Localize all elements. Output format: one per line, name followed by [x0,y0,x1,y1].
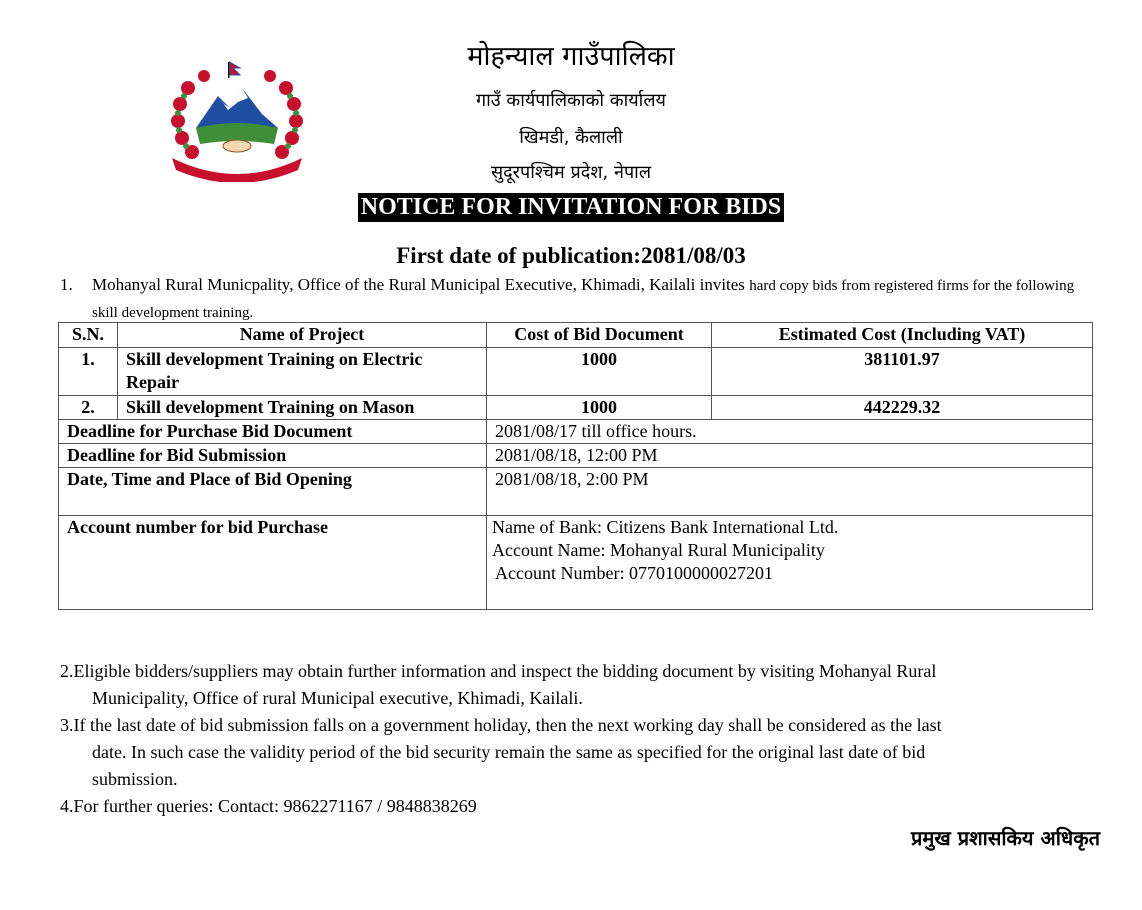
table-header-row [59,323,1093,348]
paragraph-3 [60,712,1100,793]
header-project: Name of Project [118,323,487,348]
account-name: Account Name: Mohanyal Rural Municipality [492,540,825,560]
paragraph-2 [60,658,1100,712]
publication-date: First date of publication:2081/08/03 [396,243,746,268]
municipality-name: मोहन्याल गाउँपालिका [467,41,675,72]
row-project: Skill development Training on Electric Repair [118,348,487,396]
bank-name: Name of Bank: Citizens Bank International Ltd. [492,517,839,537]
row-sn: 2. [59,396,118,420]
account-details [487,516,1093,610]
row-cost: 1000 [487,396,712,420]
office-name: गाउँ कार्यपालिकाको कार्यालय [476,90,666,111]
paragraph-text: date. In such case the validity period of the bid security remain the same as specified for the original last date of bid [92,742,926,762]
row-project: Skill development Training on Mason [118,396,487,420]
bid-table [58,322,1093,610]
detail-row [59,444,1093,468]
account-label: Account number for bid Purchase [59,516,487,610]
row-sn: 1. [59,348,118,396]
detail-label: Date, Time and Place of Bid Opening [59,468,487,516]
paragraph-text: Mohanyal Rural Municpality, Office of the Rural Municipal Executive, Khimadi, Kailali invites [92,275,745,294]
paragraph-text: 2.Eligible bidders/suppliers may obtain further information and inspect the bidding document by visiting Mohanyal Rural [60,661,937,681]
paragraph-text: Municipality, Office of rural Municipal executive, Khimadi, Kailali. [92,688,583,708]
notice-title: NOTICE FOR INVITATION FOR BIDS [358,193,785,222]
paragraph-number: 1. [60,275,73,294]
paragraph-4: 4.For further queries: Contact: 9862271167 / 9848838269 [60,796,477,816]
location: खिमडी, कैलाली [519,127,623,148]
detail-value: 2081/08/18, 2:00 PM [487,468,1093,516]
paragraph-text-small: hard copy bids from registered firms for the following skill development training. [92,278,1075,321]
detail-value: 2081/08/18, 12:00 PM [487,444,1093,468]
account-row [59,516,1093,610]
province: सुदूरपश्चिम प्रदेश, नेपाल [490,162,652,183]
table-row [59,348,1093,396]
row-cost: 1000 [487,348,712,396]
detail-value: 2081/08/17 till office hours. [487,420,1093,444]
account-number: Account Number: 0770100000027201 [495,563,773,583]
table-row [59,396,1093,420]
paragraph-1 [60,272,1100,326]
detail-label: Deadline for Purchase Bid Document [59,420,487,444]
header-estimate: Estimated Cost (Including VAT) [712,323,1093,348]
paragraph-text: submission. [92,769,178,789]
row-estimate: 381101.97 [712,348,1093,396]
row-estimate: 442229.32 [712,396,1093,420]
detail-label: Deadline for Bid Submission [59,444,487,468]
detail-row [59,420,1093,444]
detail-row [59,468,1093,516]
paragraph-text: 3.If the last date of bid submission falls on a government holiday, then the next working day shall be considered as the last [60,715,942,735]
signature-title: प्रमुख प्रशासकिय अधिकृत [911,826,1100,850]
header-cost: Cost of Bid Document [487,323,712,348]
header-sn: S.N. [59,323,118,348]
